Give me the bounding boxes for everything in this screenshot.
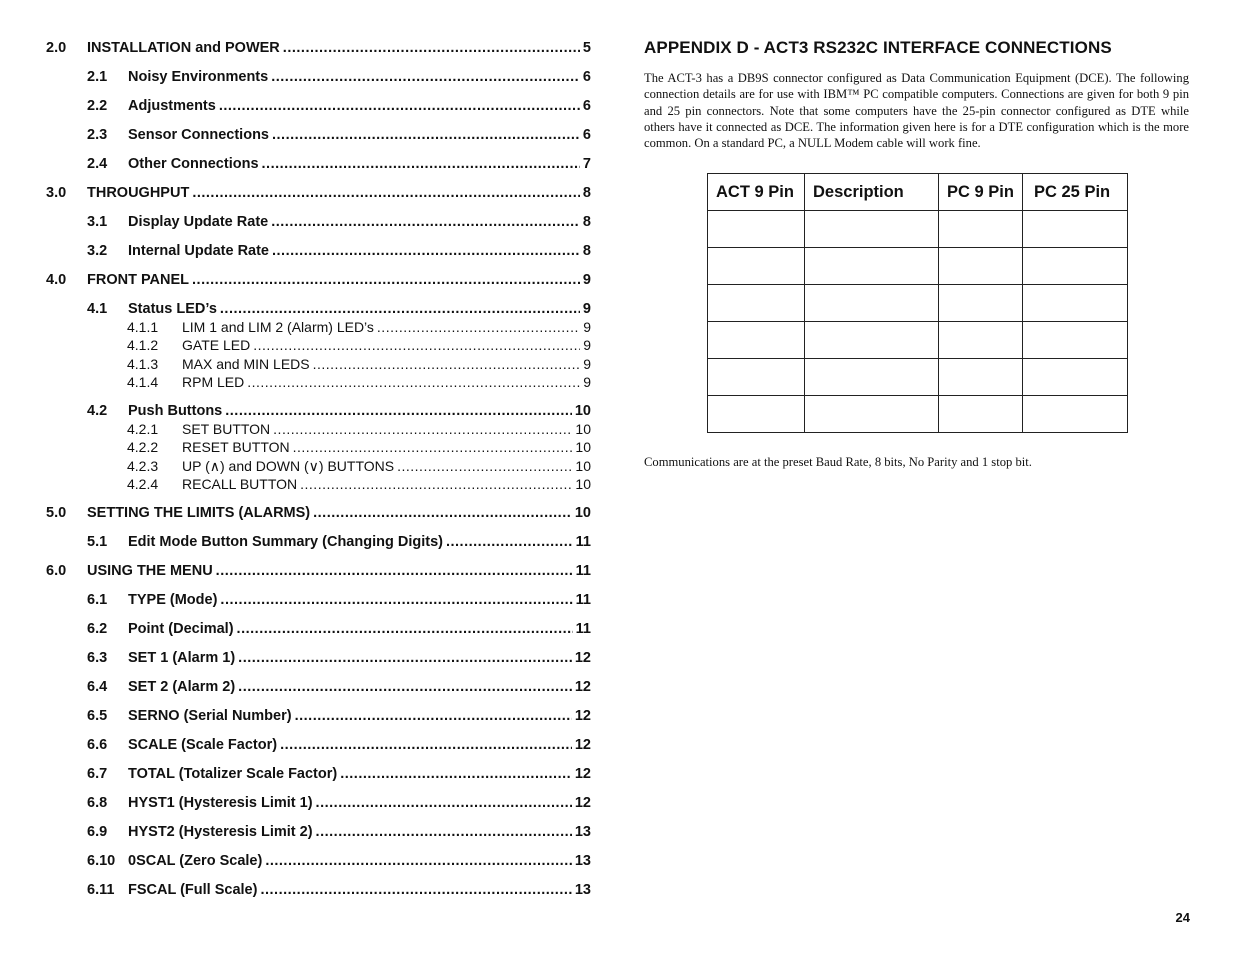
toc-section-number: 4.2 bbox=[87, 403, 108, 419]
toc-leader-dots bbox=[277, 735, 572, 755]
toc-entry bbox=[46, 561, 591, 581]
toc-entry bbox=[46, 154, 591, 174]
toc-page-number: 9 bbox=[582, 301, 591, 317]
toc-leader-dots bbox=[217, 590, 572, 610]
toc-section-number: 4.1.4 bbox=[127, 374, 159, 390]
toc-section-number: 6.11 bbox=[87, 882, 115, 898]
table-row bbox=[708, 211, 1128, 248]
toc-page-number: 10 bbox=[574, 403, 591, 419]
toc-section-title: Adjustments bbox=[128, 98, 216, 114]
toc-section-title: Point (Decimal) bbox=[128, 621, 234, 637]
toc-section-title: Sensor Connections bbox=[128, 127, 269, 143]
toc-section-title: FRONT PANEL bbox=[87, 272, 190, 288]
toc-page-number: 11 bbox=[575, 563, 591, 579]
toc-section-title: Edit Mode Button Summary (Changing Digits) bbox=[128, 534, 443, 550]
toc-section-number: 5.0 bbox=[46, 505, 67, 521]
toc-section-number: 2.3 bbox=[87, 127, 108, 143]
table-cell bbox=[708, 359, 805, 396]
toc-page-number: 12 bbox=[574, 708, 591, 724]
toc-section-number: 2.2 bbox=[87, 98, 108, 114]
toc-section-title: SET 1 (Alarm 1) bbox=[128, 650, 236, 666]
toc-section-number: 2.1 bbox=[87, 69, 108, 85]
toc-entry bbox=[46, 401, 591, 421]
table-cell bbox=[708, 285, 805, 322]
toc-section-title: SET 2 (Alarm 2) bbox=[128, 679, 236, 695]
toc-section-title: FSCAL (Full Scale) bbox=[128, 882, 258, 898]
toc-section-title: UP (∧) and DOWN (∨) BUTTONS bbox=[182, 458, 395, 474]
toc-entry bbox=[46, 793, 591, 813]
connection-table bbox=[707, 173, 1128, 433]
table-cell bbox=[805, 396, 939, 433]
toc-section-title: SCALE (Scale Factor) bbox=[128, 737, 278, 753]
toc-leader-dots bbox=[259, 154, 580, 174]
toc-entry bbox=[46, 503, 591, 523]
toc-page-number: 13 bbox=[574, 882, 591, 898]
table-cell bbox=[939, 285, 1023, 322]
toc-entry bbox=[46, 456, 591, 476]
toc-section-number: 6.10 bbox=[87, 853, 116, 869]
toc-section-number: 4.2.3 bbox=[127, 458, 159, 474]
toc-entry bbox=[46, 317, 591, 337]
toc-section-number: 4.0 bbox=[46, 272, 67, 288]
toc-section-number: 6.0 bbox=[46, 563, 67, 579]
table-cell bbox=[1023, 248, 1128, 285]
toc-leader-dots bbox=[217, 299, 580, 319]
connection-table-body bbox=[708, 211, 1128, 433]
toc-section-number: 5.1 bbox=[87, 534, 108, 550]
table-cell bbox=[708, 322, 805, 359]
toc-entry bbox=[46, 437, 591, 457]
table-cell bbox=[805, 248, 939, 285]
table-cell bbox=[1023, 285, 1128, 322]
toc-section-number: 3.2 bbox=[87, 243, 108, 259]
toc-leader-dots bbox=[268, 212, 580, 232]
toc-page-number: 7 bbox=[582, 156, 591, 172]
toc-entry bbox=[46, 38, 591, 58]
toc-section-title: Display Update Rate bbox=[128, 214, 269, 230]
toc-leader-dots bbox=[269, 241, 580, 261]
table-row bbox=[708, 359, 1128, 396]
toc-page-number: 12 bbox=[574, 766, 591, 782]
toc-entry bbox=[46, 270, 591, 290]
table-cell bbox=[939, 248, 1023, 285]
toc-section-title: Internal Update Rate bbox=[128, 243, 269, 259]
toc-page-number: 6 bbox=[582, 127, 591, 143]
toc-section-title: LIM 1 and LIM 2 (Alarm) LED’s bbox=[182, 319, 374, 335]
toc-entry bbox=[46, 183, 591, 203]
toc-section-title: SETTING THE LIMITS (ALARMS) bbox=[87, 505, 311, 521]
toc-page-number: 5 bbox=[582, 40, 591, 56]
header-pc-25-pin: PC 25 Pin bbox=[1023, 174, 1128, 211]
toc-entry bbox=[46, 590, 591, 610]
toc-section-number: 4.1 bbox=[87, 301, 108, 317]
toc-section-number: 2.0 bbox=[46, 40, 67, 56]
connection-table-header-row bbox=[708, 174, 1128, 211]
toc-entry bbox=[46, 474, 591, 494]
table-cell bbox=[708, 211, 805, 248]
toc-section-title: SERNO (Serial Number) bbox=[128, 708, 292, 724]
toc-page-number: 10 bbox=[575, 439, 591, 455]
toc-page-number: 11 bbox=[575, 592, 591, 608]
header-act-9-pin: ACT 9 Pin bbox=[708, 174, 805, 211]
toc-leader-dots bbox=[313, 793, 572, 813]
toc-entry bbox=[46, 372, 591, 392]
toc-page-number: 10 bbox=[575, 476, 591, 492]
toc-page-number: 11 bbox=[575, 621, 591, 637]
toc-section-number: 6.1 bbox=[87, 592, 108, 608]
table-cell bbox=[1023, 211, 1128, 248]
toc-entry bbox=[46, 532, 591, 552]
toc-section-number: 4.2.1 bbox=[127, 421, 159, 437]
toc-section-number: 6.4 bbox=[87, 679, 108, 695]
toc-section-number: 6.3 bbox=[87, 650, 108, 666]
toc-page-number: 13 bbox=[574, 824, 591, 840]
toc-entry bbox=[46, 125, 591, 145]
table-cell bbox=[1023, 359, 1128, 396]
toc-section-title: Noisy Environments bbox=[128, 69, 269, 85]
toc-leader-dots bbox=[257, 880, 571, 900]
toc-page-number: 10 bbox=[574, 505, 591, 521]
toc-section-number: 4.1.1 bbox=[127, 319, 159, 335]
table-cell bbox=[708, 396, 805, 433]
toc-section-number: 4.2.4 bbox=[127, 476, 159, 492]
toc-entry bbox=[46, 764, 591, 784]
toc-entry bbox=[46, 212, 591, 232]
toc-section-title: HYST1 (Hysteresis Limit 1) bbox=[128, 795, 313, 811]
toc-entry bbox=[46, 96, 591, 116]
toc-page-number: 12 bbox=[574, 679, 591, 695]
appendix-title: APPENDIX D - ACT3 RS232C INTERFACE CONNECTIONS bbox=[644, 38, 1112, 57]
toc-leader-dots bbox=[269, 125, 580, 145]
toc-leader-dots bbox=[374, 317, 580, 337]
toc-page-number: 8 bbox=[582, 243, 591, 259]
toc-entry bbox=[46, 706, 591, 726]
table-cell bbox=[805, 211, 939, 248]
toc-section-title: Status LED’s bbox=[128, 301, 217, 317]
table-cell bbox=[939, 396, 1023, 433]
toc-page-number: 8 bbox=[582, 214, 591, 230]
toc-section-title: SET BUTTON bbox=[182, 421, 271, 437]
toc-entry bbox=[46, 677, 591, 697]
toc-section-title: THROUGHPUT bbox=[87, 185, 190, 201]
toc-section-title: MAX and MIN LEDS bbox=[182, 356, 310, 372]
toc-page-number: 10 bbox=[575, 421, 591, 437]
toc-section-number: 4.1.2 bbox=[127, 337, 159, 353]
toc-page-number: 9 bbox=[583, 374, 591, 390]
toc-leader-dots bbox=[222, 401, 572, 421]
toc-entry bbox=[46, 241, 591, 261]
toc-leader-dots bbox=[235, 648, 572, 668]
toc-section-title: RESET BUTTON bbox=[182, 439, 290, 455]
toc-entry bbox=[46, 619, 591, 639]
toc-entry bbox=[46, 419, 591, 439]
toc-leader-dots bbox=[394, 456, 572, 476]
toc-section-number: 6.8 bbox=[87, 795, 108, 811]
toc-section-title: GATE LED bbox=[182, 337, 251, 353]
toc-section-title: Push Buttons bbox=[128, 403, 223, 419]
toc-entry bbox=[46, 822, 591, 842]
table-cell bbox=[708, 248, 805, 285]
table-cell bbox=[805, 285, 939, 322]
toc-entry bbox=[46, 880, 591, 900]
toc-page-number: 9 bbox=[583, 337, 591, 353]
toc-leader-dots bbox=[310, 503, 572, 523]
table-cell bbox=[939, 211, 1023, 248]
toc-leader-dots bbox=[189, 183, 580, 203]
toc-leader-dots bbox=[268, 67, 580, 87]
table-row bbox=[708, 322, 1128, 359]
toc-leader-dots bbox=[234, 619, 573, 639]
toc-section-title: TOTAL (Totalizer Scale Factor) bbox=[128, 766, 338, 782]
toc-page-number: 8 bbox=[582, 185, 591, 201]
table-row bbox=[708, 285, 1128, 322]
table-cell bbox=[939, 359, 1023, 396]
appendix-body: The ACT-3 has a DB9S connector configured as Data Communication Equipment (DCE). The following connection details are for use with IBM™ PC compatible computers. Connections are given for both 9 pin and 25 pin connectors. Note that some computers have the 25-pin connector configured as DTE while others have it connected as DCE. The information given here is for a DTE configuration which is the more common. On a standard PC, a NULL Modem cable will work fine. bbox=[644, 71, 1189, 151]
toc-page-number: 6 bbox=[582, 98, 591, 114]
header-pc-9-pin: PC 9 Pin bbox=[939, 174, 1023, 211]
toc-page-number: 6 bbox=[582, 69, 591, 85]
toc-entry bbox=[46, 299, 591, 319]
communications-note: Communications are at the preset Baud Rate, 8 bits, No Parity and 1 stop bit. bbox=[644, 455, 1032, 469]
toc-leader-dots bbox=[244, 372, 580, 392]
toc-page-number: 13 bbox=[574, 853, 591, 869]
toc-leader-dots bbox=[337, 764, 572, 784]
table-cell bbox=[805, 359, 939, 396]
toc-section-number: 3.0 bbox=[46, 185, 67, 201]
toc-entry bbox=[46, 354, 591, 374]
toc-leader-dots bbox=[213, 561, 573, 581]
toc-entry bbox=[46, 335, 591, 355]
toc-page-number: 11 bbox=[575, 534, 591, 550]
toc-leader-dots bbox=[443, 532, 573, 552]
table-row bbox=[708, 248, 1128, 285]
toc-section-title: HYST2 (Hysteresis Limit 2) bbox=[128, 824, 313, 840]
toc-leader-dots bbox=[235, 677, 572, 697]
toc-section-title: RPM LED bbox=[182, 374, 245, 390]
toc-leader-dots bbox=[310, 354, 581, 374]
table-cell bbox=[939, 322, 1023, 359]
toc-leader-dots bbox=[189, 270, 580, 290]
table-cell bbox=[1023, 396, 1128, 433]
table-row bbox=[708, 396, 1128, 433]
toc-section-number: 6.2 bbox=[87, 621, 108, 637]
toc-page-number: 12 bbox=[574, 650, 591, 666]
toc-section-title: USING THE MENU bbox=[87, 563, 213, 579]
toc-section-number: 2.4 bbox=[87, 156, 108, 172]
toc-section-number: 6.9 bbox=[87, 824, 108, 840]
table-cell bbox=[1023, 322, 1128, 359]
table-cell bbox=[805, 322, 939, 359]
toc-leader-dots bbox=[313, 822, 572, 842]
toc-leader-dots bbox=[290, 437, 573, 457]
toc-section-number: 4.1.3 bbox=[127, 356, 159, 372]
toc-leader-dots bbox=[297, 474, 572, 494]
toc-section-title: 0SCAL (Zero Scale) bbox=[128, 853, 263, 869]
toc-entry bbox=[46, 735, 591, 755]
toc-page-number: 12 bbox=[574, 737, 591, 753]
toc-section-title: TYPE (Mode) bbox=[128, 592, 218, 608]
toc-section-number: 4.2.2 bbox=[127, 439, 159, 455]
toc-leader-dots bbox=[280, 38, 580, 58]
toc-page-number: 10 bbox=[575, 458, 591, 474]
toc-section-title: INSTALLATION and POWER bbox=[87, 40, 280, 56]
toc-leader-dots bbox=[270, 419, 572, 439]
toc-section-title: RECALL BUTTON bbox=[182, 476, 298, 492]
toc-page-number: 12 bbox=[574, 795, 591, 811]
toc-leader-dots bbox=[250, 335, 580, 355]
toc-section-number: 6.6 bbox=[87, 737, 108, 753]
toc-section-number: 6.7 bbox=[87, 766, 108, 782]
toc-section-number: 3.1 bbox=[87, 214, 108, 230]
toc-page-number: 9 bbox=[583, 356, 591, 372]
toc-page-number: 9 bbox=[582, 272, 591, 288]
header-description: Description bbox=[805, 174, 939, 211]
toc-section-number: 6.5 bbox=[87, 708, 108, 724]
toc-entry bbox=[46, 851, 591, 871]
toc-leader-dots bbox=[292, 706, 572, 726]
toc-section-title: Other Connections bbox=[128, 156, 259, 172]
toc-page-number: 9 bbox=[583, 319, 591, 335]
toc-leader-dots bbox=[262, 851, 572, 871]
toc-entry bbox=[46, 648, 591, 668]
page-number: 24 bbox=[1175, 910, 1190, 925]
toc-leader-dots bbox=[216, 96, 580, 116]
toc-entry bbox=[46, 67, 591, 87]
